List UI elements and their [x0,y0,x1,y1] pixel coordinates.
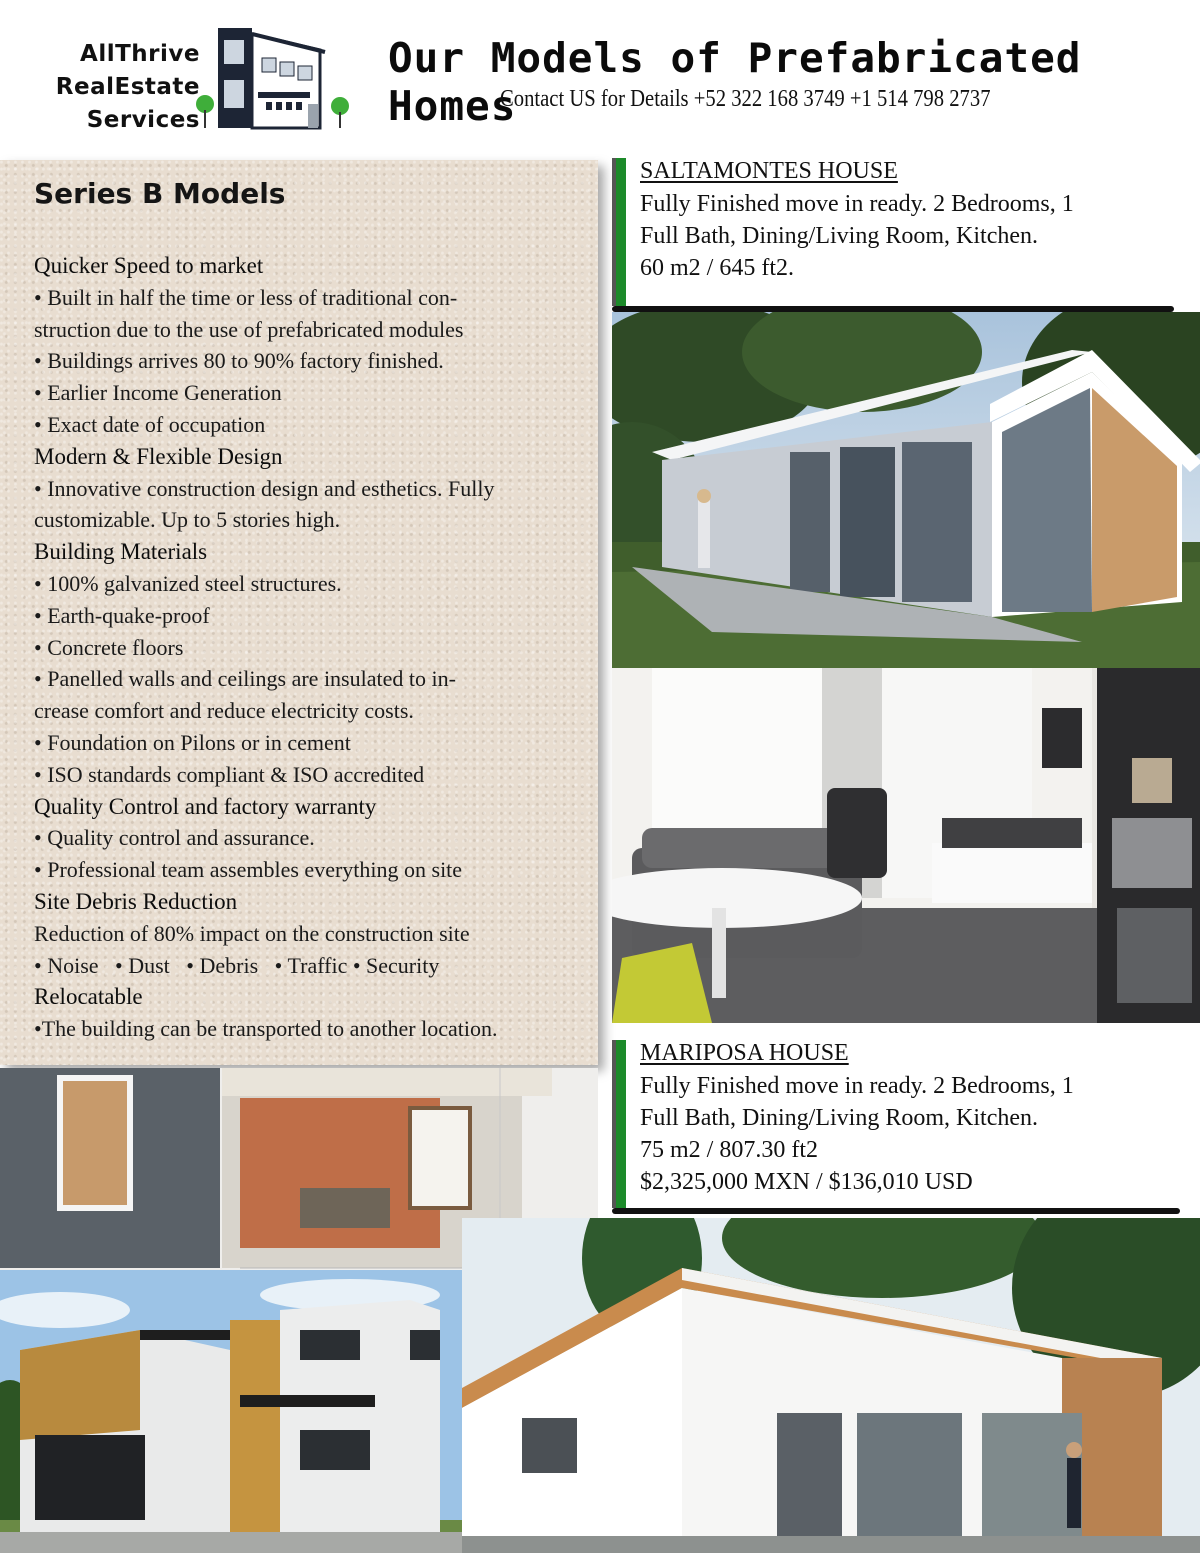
mariposa-name: MARIPOSA HOUSE [640,1040,849,1066]
logo-line-3: Services [86,107,200,133]
description-line: Full Bath, Dining/Living Room, Kitchen. [640,1105,1038,1131]
feature-line: • Professional team assembles everything on site [34,857,463,883]
feature-heading: Site Debris Reduction [34,888,238,914]
feature-line: •The building can be transported to another location. [34,1016,498,1042]
feature-line: • Innovative construction design and esthetics. Fully [34,475,495,501]
description-line: Fully Finished move in ready. 2 Bedrooms, 1 [640,1073,1074,1099]
contact-line: Contact US for Details +52 322 168 3749 +1 514 798 2737 [500,86,991,112]
description-line: Full Bath, Dining/Living Room, Kitchen. [640,223,1038,249]
two-story-house-image [0,1270,462,1553]
series-b-card [0,160,598,1065]
description-line: 60 m2 / 645 ft2. [640,255,794,281]
feature-line: • Panelled walls and ceilings are insulated to in- [34,666,456,692]
page-title: Our Models of Prefabricated Homes [388,34,1082,130]
mariposa-description [640,1070,1180,1198]
feature-line: struction due to the use of prefabricated modules [34,316,464,342]
series-features [34,250,594,1045]
feature-heading: Quality Control and factory warranty [34,793,377,819]
feature-line: • Buildings arrives 80 to 90% factory finished. [34,348,444,374]
saltamontes-exterior-image [612,312,1200,668]
accent-bar [612,1040,626,1208]
mariposa-info [612,1040,1172,1210]
feature-line: • Exact date of occupation [34,411,266,437]
feature-line: customizable. Up to 5 stories high. [34,507,341,533]
feature-line: • ISO standards compliant & ISO accredited [34,761,425,787]
feature-heading: Relocatable [34,984,143,1010]
feature-line: • Built in half the time or less of traditional con- [34,284,458,310]
feature-line: • Earth-quake-proof [34,602,210,628]
feature-line: • Quality control and assurance. [34,825,315,851]
description-line: 75 m2 / 807.30 ft2 [640,1137,818,1163]
saltamontes-name: SALTAMONTES HOUSE [640,158,898,184]
price-line: $2,325,000 MXN / $136,010 USD [640,1169,973,1195]
logo [30,20,360,135]
saltamontes-interior-image [612,668,1200,1023]
mariposa-exterior-image [462,1218,1200,1553]
building-logo-icon [190,20,360,132]
logo-text [40,38,200,137]
series-title: Series B Models [34,177,286,210]
feature-line: • Concrete floors [34,634,184,660]
feature-heading: Modern & Flexible Design [34,443,283,469]
logo-line-2: RealEstate [55,74,200,100]
feature-heading: Quicker Speed to market [34,253,264,278]
feature-line: • Earlier Income Generation [34,380,282,406]
feature-line: Reduction of 80% impact on the construction site [34,920,470,946]
saltamontes-description [640,188,1180,284]
feature-line: crease comfort and reduce electricity costs. [34,698,414,724]
description-line: Fully Finished move in ready. 2 Bedrooms, 1 [640,191,1074,217]
divider-rule [612,1208,1180,1214]
logo-line-1: AllThrive [80,41,200,67]
feature-line: • 100% galvanized steel structures. [34,570,342,596]
feature-line: • Noise • Dust • Debris • Traffic • Security [34,952,440,978]
feature-heading: Building Materials [34,539,208,565]
feature-line: • Foundation on Pilons or in cement [34,729,351,755]
accent-bar [612,158,626,306]
saltamontes-info [612,158,1172,308]
